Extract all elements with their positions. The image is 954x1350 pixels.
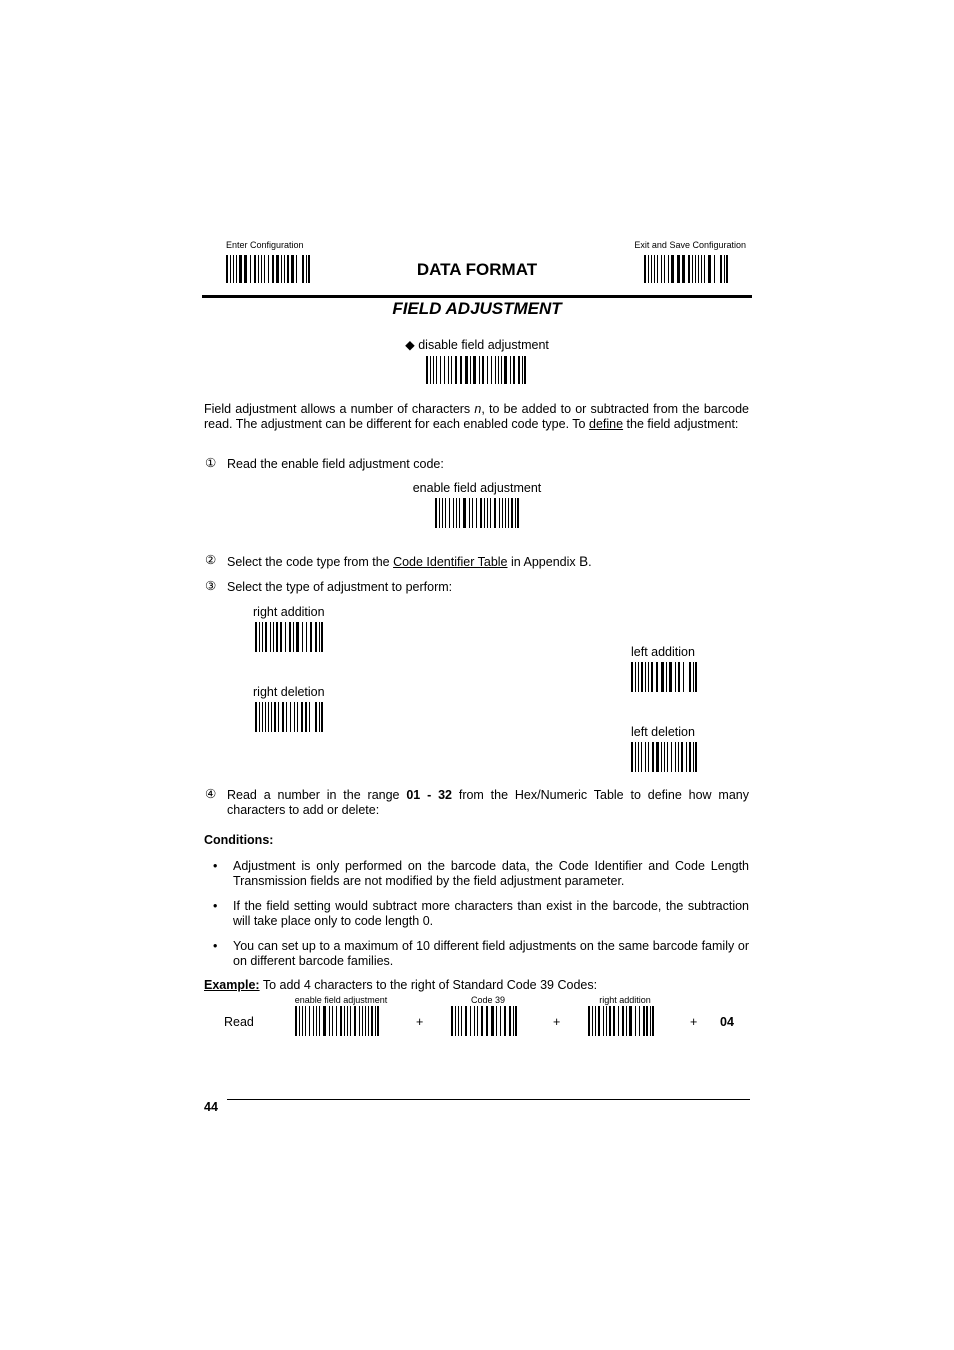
barcode-bar (648, 255, 649, 283)
barcode-bar (296, 255, 297, 283)
barcode-bar (626, 1006, 627, 1036)
barcode-bar (609, 1006, 611, 1036)
barcode-bar (265, 702, 266, 732)
barcode-bar (654, 255, 655, 283)
barcode-bar (518, 356, 520, 384)
barcode-bar (698, 255, 699, 283)
example-value: 04 (720, 1015, 734, 1029)
barcode-bar (316, 1006, 317, 1036)
intro-paragraph: Field adjustment allows a number of characters n, to be added to or subtracted from the barcode read. The adjustment can be different for each enabled code type. To define the field adjustment: (204, 402, 749, 431)
barcode-bar (511, 498, 513, 528)
barcode-bar (515, 1006, 517, 1036)
barcode-bar (678, 742, 679, 772)
barcode-bar (686, 742, 687, 772)
barcode-bar (501, 356, 502, 384)
barcode-bar (294, 702, 295, 732)
barcode-bar (264, 255, 265, 283)
barcode-bar (230, 255, 231, 283)
bullet-1: • (213, 859, 218, 873)
barcode-bar (365, 1006, 366, 1036)
section-title: FIELD ADJUSTMENT (392, 299, 562, 318)
barcode-bar (299, 1006, 300, 1036)
barcode-bar (695, 662, 697, 692)
barcode-bar (490, 498, 491, 528)
barcode-bar (436, 356, 437, 384)
left-deletion-label: left deletion (631, 725, 695, 739)
barcode-bar (645, 742, 646, 772)
barcode-bar (286, 702, 287, 732)
barcode-bar (444, 356, 445, 384)
disable-barcode[interactable] (426, 356, 526, 384)
barcode-bar (347, 1006, 348, 1036)
left-addition-barcode[interactable] (631, 662, 697, 692)
barcode-bar (524, 356, 526, 384)
barcode-bar (430, 356, 431, 384)
plus-sign-3: + (690, 1015, 698, 1029)
barcode-bar (306, 255, 307, 283)
header-rule (202, 295, 752, 298)
barcode-bar (282, 702, 284, 732)
barcode-bar (463, 498, 466, 528)
barcode-bar (309, 702, 310, 732)
barcode-bar (435, 498, 437, 528)
barcode-bar (323, 1006, 326, 1036)
barcode-bar (313, 1006, 314, 1036)
barcode-bar (354, 1006, 356, 1036)
barcode-bar (650, 1006, 651, 1036)
barcode-bar (644, 255, 646, 283)
barcode-bar (671, 742, 672, 772)
barcode-bar (362, 1006, 363, 1036)
barcode-bar (688, 255, 690, 283)
step-4-number: ④ (205, 787, 217, 801)
barcode-bar (259, 622, 260, 652)
barcode-bar (295, 1006, 297, 1036)
barcode-bar (638, 742, 639, 772)
barcode-bar (336, 1006, 337, 1036)
barcode-bar (451, 1006, 453, 1036)
step-2-text: Select the code type from the Code Identifier Table in Appendix B. (227, 554, 592, 569)
barcode-bar (664, 255, 665, 283)
barcode-bar (262, 622, 263, 652)
barcode-bar (276, 255, 279, 283)
exit-config-label: Exit and Save Configuration (634, 240, 746, 250)
right-deletion-barcode[interactable] (255, 702, 323, 732)
barcode-bar (651, 662, 653, 692)
barcode-bar (513, 1006, 514, 1036)
barcode-bar (494, 498, 496, 528)
barcode-bar (319, 1006, 320, 1036)
barcode-bar (491, 1006, 494, 1036)
barcode-bar (309, 1006, 310, 1036)
barcode-bar (677, 255, 680, 283)
barcode-bar (491, 356, 492, 384)
step-1-text: Read the enable field adjustment code: (227, 457, 444, 471)
barcode-bar (291, 255, 294, 283)
code-identifier-link[interactable]: Code Identifier Table (393, 555, 508, 569)
exit-config-barcode[interactable] (644, 255, 728, 283)
example-enable-barcode[interactable] (295, 1006, 379, 1036)
barcode-bar (359, 1006, 360, 1036)
barcode-bar (661, 255, 662, 283)
barcode-bar (465, 1006, 467, 1036)
barcode-bar (603, 1006, 604, 1036)
step-4-text: Read a number in the range 01 - 32 from the Hex/Numeric Table to define how many characters to add or delete: (227, 788, 749, 817)
example-line: Example: To add 4 characters to the right of Standard Code 39 Codes: (204, 978, 598, 992)
enable-label: enable field adjustment (412, 481, 542, 495)
barcode-bar (239, 255, 242, 283)
condition-item-3: You can set up to a maximum of 10 different field adjustments on the same barcode family or on different barcode families. (233, 939, 749, 968)
barcode-bar (641, 662, 643, 692)
barcode-bar (272, 255, 274, 283)
barcode-bar (474, 1006, 475, 1036)
barcode-bar (289, 622, 291, 652)
barcode-bar (517, 498, 519, 528)
barcode-bar (271, 702, 272, 732)
barcode-bar (487, 498, 488, 528)
barcode-bar (371, 1006, 373, 1036)
barcode-bar (631, 662, 633, 692)
barcode-bar (377, 1006, 379, 1036)
barcode-bar (678, 662, 680, 692)
enter-config-barcode[interactable] (226, 255, 310, 283)
step-2-number: ② (205, 553, 217, 567)
barcode-bar (675, 662, 676, 692)
define-link[interactable]: define (589, 417, 624, 431)
barcode-bar (284, 255, 285, 283)
barcode-bar (480, 498, 482, 528)
barcode-bar (486, 1006, 488, 1036)
barcode-bar (265, 622, 267, 652)
barcode-bar (281, 255, 282, 283)
barcode-bar (682, 255, 685, 283)
barcode-bar (305, 702, 307, 732)
barcode-bar (588, 1006, 590, 1036)
barcode-bar (695, 742, 697, 772)
barcode-bar (504, 1006, 506, 1036)
example-code39-barcode[interactable] (451, 1006, 517, 1036)
barcode-bar (442, 498, 443, 528)
barcode-bar (484, 498, 485, 528)
barcode-bar (449, 498, 450, 528)
barcode-bar (465, 356, 468, 384)
barcode-bar (635, 1006, 636, 1036)
step-3-number: ③ (205, 579, 217, 593)
bullet-2: • (213, 899, 218, 913)
barcode-bar (456, 498, 457, 528)
barcode-bar (455, 1006, 456, 1036)
barcode-bar (704, 255, 705, 283)
barcode-bar (305, 1006, 306, 1036)
barcode-bar (459, 498, 460, 528)
barcode-bar (652, 742, 654, 772)
disable-text: disable field adjustment (418, 338, 549, 352)
barcode-bar (254, 255, 256, 283)
right-addition-label: right addition (253, 605, 325, 619)
barcode-bar (671, 255, 674, 283)
barcode-bar (513, 356, 515, 384)
example-label: Example: (204, 978, 260, 992)
barcode-bar (656, 662, 658, 692)
barcode-bar (433, 356, 434, 384)
barcode-bar (321, 622, 323, 652)
barcode-bar (472, 498, 473, 528)
page-title: DATA FORMAT (416, 260, 538, 279)
barcode-bar (645, 662, 646, 692)
barcode-bar (639, 1006, 640, 1036)
barcode-bar (681, 742, 683, 772)
example-caption-right-addition: right addition (599, 995, 651, 1005)
barcode-bar (321, 702, 323, 732)
example-caption-code39: Code 39 (470, 995, 506, 1005)
barcode-bar (470, 1006, 471, 1036)
barcode-bar (426, 356, 428, 384)
barcode-bar (643, 1006, 645, 1036)
barcode-bar (667, 742, 668, 772)
barcode-bar (306, 622, 307, 652)
barcode-bar (689, 662, 691, 692)
barcode-bar (244, 255, 247, 283)
barcode-bar (453, 498, 454, 528)
barcode-bar (618, 1006, 619, 1036)
barcode-bar (315, 622, 317, 652)
condition-item-1: Adjustment is only performed on the barcode data, the Code Identifier and Code Length Transmission fields are not modified by the field adjustment parameter. (233, 859, 749, 888)
barcode-bar (301, 702, 303, 732)
barcode-bar (500, 1006, 501, 1036)
barcode-bar (508, 498, 509, 528)
barcode-bar (329, 1006, 330, 1036)
barcode-bar (726, 255, 728, 283)
barcode-bar (451, 356, 452, 384)
barcode-bar (293, 622, 294, 652)
barcode-bar (675, 742, 676, 772)
barcode-bar (302, 1006, 303, 1036)
step-1-number: ① (205, 456, 217, 470)
barcode-bar (270, 622, 271, 652)
diamond-icon: ◆ (405, 338, 415, 352)
step-3-text: Select the type of adjustment to perform: (227, 580, 453, 594)
barcode-bar (285, 622, 286, 652)
barcode-bar (622, 1006, 624, 1036)
disable-label (202, 337, 752, 352)
barcode-bar (476, 498, 477, 528)
barcode-bar (236, 255, 237, 283)
barcode-bar (652, 1006, 654, 1036)
conditions-heading: Conditions: (204, 833, 274, 847)
barcode-bar (268, 702, 269, 732)
barcode-bar (308, 255, 310, 283)
barcode-bar (439, 498, 440, 528)
barcode-bar (458, 1006, 459, 1036)
barcode-bar (701, 255, 702, 283)
barcode-bar (720, 255, 722, 283)
barcode-bar (332, 1006, 333, 1036)
barcode-bar (280, 622, 282, 652)
barcode-bar (344, 1006, 345, 1036)
example-read-label: Read (224, 1015, 254, 1029)
barcode-bar (297, 702, 298, 732)
barcode-bar (498, 356, 499, 384)
barcode-bar (274, 702, 276, 732)
barcode-bar (262, 702, 263, 732)
barcode-bar (461, 1006, 462, 1036)
barcode-bar (635, 662, 636, 692)
barcode-bar (296, 622, 299, 652)
barcode-bar (479, 356, 480, 384)
barcode-bar (460, 356, 462, 384)
left-addition-label: left addition (631, 645, 695, 659)
barcode-bar (350, 1006, 351, 1036)
barcode-bar (502, 498, 503, 528)
barcode-bar (689, 742, 691, 772)
barcode-bar (631, 742, 633, 772)
barcode-bar (592, 1006, 593, 1036)
barcode-bar (666, 662, 667, 692)
barcode-bar (661, 742, 662, 772)
barcode-bar (657, 255, 658, 283)
plus-sign-2: + (553, 1015, 561, 1029)
barcode-bar (613, 1006, 615, 1036)
barcode-bar (661, 662, 664, 692)
barcode-bar (724, 255, 725, 283)
barcode-bar (495, 356, 496, 384)
barcode-bar (276, 622, 278, 652)
barcode-bar (477, 1006, 478, 1036)
barcode-bar (319, 622, 320, 652)
barcode-bar (635, 742, 636, 772)
barcode-bar (522, 356, 523, 384)
barcode-bar (646, 1006, 648, 1036)
barcode-bar (499, 498, 500, 528)
barcode-bar (515, 498, 516, 528)
barcode-bar (287, 255, 289, 283)
barcode-bar (261, 255, 262, 283)
barcode-bar (664, 742, 665, 772)
barcode-bar (708, 255, 711, 283)
barcode-bar (375, 1006, 376, 1036)
page-number: 44 (204, 1100, 218, 1114)
plus-sign-1: + (416, 1015, 424, 1029)
barcode-bar (638, 662, 639, 692)
barcode-bar (340, 1006, 342, 1036)
barcode-bar (290, 702, 291, 732)
barcode-bar (714, 255, 715, 283)
enter-config-label: Enter Configuration (226, 240, 304, 250)
condition-item-2: If the field setting would subtract more characters than exist in the barcode, the subtraction will take place only to code length 0. (233, 899, 749, 928)
barcode-bar (278, 702, 279, 732)
barcode-bar (598, 1006, 600, 1036)
barcode-bar (641, 742, 642, 772)
barcode-bar (473, 356, 476, 384)
barcode-bar (470, 356, 471, 384)
barcode-bar (233, 255, 234, 283)
barcode-bar (606, 1006, 607, 1036)
barcode-bar (273, 622, 274, 652)
barcode-bar (504, 356, 507, 384)
barcode-bar (226, 255, 228, 283)
barcode-bar (268, 255, 269, 283)
barcode-bar (440, 356, 441, 384)
barcode-bar (469, 498, 470, 528)
barcode-bar (692, 255, 693, 283)
barcode-bar (255, 702, 257, 732)
barcode-bar (482, 356, 484, 384)
right-addition-barcode[interactable] (255, 622, 323, 652)
barcode-bar (668, 255, 669, 283)
barcode-bar (319, 702, 320, 732)
left-deletion-barcode[interactable] (631, 742, 697, 772)
bullet-3: • (213, 939, 218, 953)
footer-rule (227, 1099, 750, 1100)
barcode-bar (648, 742, 649, 772)
barcode-bar (629, 1006, 632, 1036)
barcode-bar (302, 622, 303, 652)
barcode-bar (310, 622, 312, 652)
barcode-bar (510, 356, 511, 384)
right-deletion-label: right deletion (253, 685, 325, 699)
barcode-bar (259, 702, 260, 732)
example-caption-enable: enable field adjustment (294, 995, 388, 1005)
barcode-bar (481, 1006, 483, 1036)
barcode-bar (656, 742, 659, 772)
barcode-bar (487, 356, 488, 384)
barcode-bar (255, 622, 257, 652)
barcode-bar (693, 662, 694, 692)
barcode-bar (669, 662, 672, 692)
barcode-bar (368, 1006, 369, 1036)
enable-barcode[interactable] (435, 498, 519, 528)
barcode-bar (448, 356, 449, 384)
barcode-bar (651, 255, 652, 283)
barcode-bar (302, 255, 304, 283)
barcode-bar (505, 498, 506, 528)
barcode-bar (250, 255, 251, 283)
barcode-bar (509, 1006, 511, 1036)
barcode-bar (496, 1006, 497, 1036)
barcode-bar (258, 255, 259, 283)
barcode-bar (695, 255, 696, 283)
barcode-bar (455, 356, 457, 384)
barcode-bar (315, 702, 317, 732)
barcode-bar (693, 742, 694, 772)
barcode-bar (648, 662, 649, 692)
barcode-bar (595, 1006, 596, 1036)
example-right-addition-barcode[interactable] (588, 1006, 654, 1036)
barcode-bar (683, 662, 684, 692)
barcode-bar (445, 498, 446, 528)
